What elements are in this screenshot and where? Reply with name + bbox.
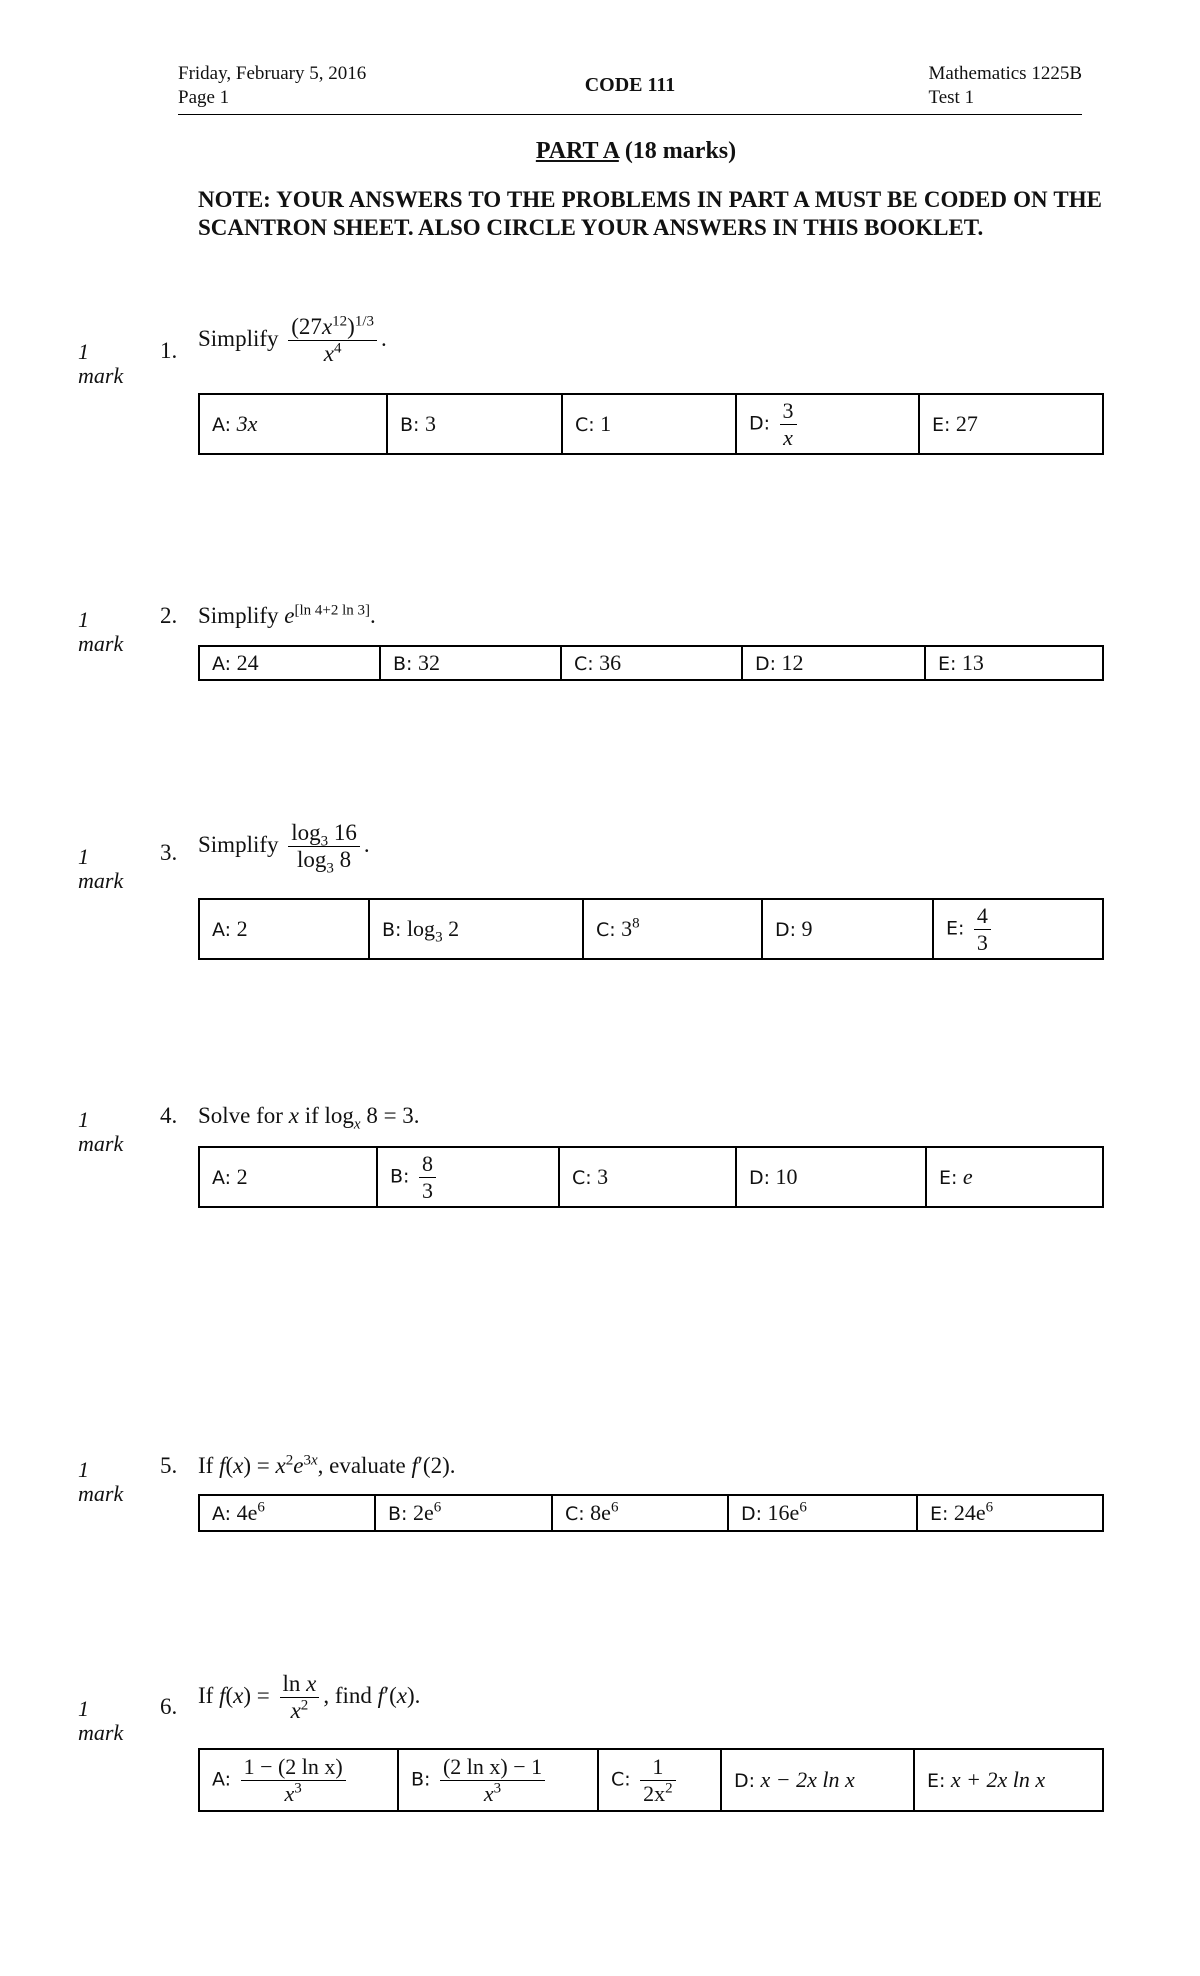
- option-4e[interactable]: E: e: [926, 1147, 1103, 1207]
- option-1e[interactable]: E: 27: [919, 394, 1103, 454]
- question-number-1: 1.: [160, 338, 178, 363]
- question-verb: Simplify: [198, 603, 279, 628]
- answer-options-6: [198, 1748, 1104, 1812]
- question-text-5: If $f(x) = x^2e^{3x}$, evaluate f′(2).: [198, 1452, 456, 1478]
- mark-label-6: 1 mark: [78, 1696, 124, 1745]
- question-number-4: 4.: [160, 1103, 178, 1128]
- option-1c[interactable]: C: 1: [562, 394, 736, 454]
- course-name: Mathematics 1225B: [928, 63, 1082, 84]
- mark-label-5: 1 mark: [78, 1457, 124, 1506]
- question-verb: Simplify: [198, 831, 279, 857]
- option-6c[interactable]: C: $\frac{1}{2x^2}$: [598, 1749, 721, 1811]
- mark-label-2: 1 mark: [78, 607, 124, 656]
- option-2c[interactable]: C: 36: [561, 646, 742, 680]
- part-marks: (18 marks): [624, 138, 737, 164]
- answer-options-5: [198, 1494, 1104, 1532]
- option-6e[interactable]: E: x + 2x ln x: [914, 1749, 1103, 1811]
- question-number-3: 3.: [160, 840, 178, 865]
- question-text-3: Simplify $\frac{\log_3 16}{\log_3 8}$ .: [198, 820, 370, 877]
- question-text-2: Simplify e[ln 4+2 ln 3].: [198, 602, 376, 628]
- instructions-note: NOTE: YOUR ANSWERS TO THE PROBLEMS IN PART A MUST BE CODED ON THE SCANTRON SHEET. ALSO CIRCLE YOUR ANSWERS IN THIS BOOKLET.: [198, 187, 1102, 240]
- mark-label-3: 1 mark: [78, 844, 124, 893]
- option-4a[interactable]: A: 2: [199, 1147, 377, 1207]
- option-1b[interactable]: B: 3: [387, 394, 562, 454]
- option-1a[interactable]: A: 3x: [199, 394, 387, 454]
- question-text-4: Solve for x if $\log_x 8 = 3$.: [198, 1103, 420, 1133]
- option-5e[interactable]: E: $24e^6$: [917, 1495, 1103, 1531]
- option-6b[interactable]: B: $\frac{\text{(2 ln x) − 1}}{x^3}$: [398, 1749, 598, 1811]
- exam-code: CODE 111: [584, 74, 676, 96]
- option-4d[interactable]: D: 10: [736, 1147, 926, 1207]
- question-expression: $\frac{(27x^{12})^{1/3}}{x^4}$: [288, 314, 377, 367]
- option-5d[interactable]: D: $16e^6$: [728, 1495, 917, 1531]
- question-text-6: If f(x) = $\frac{\text{ln x}}{x^2}$ , find f′(x).: [198, 1671, 421, 1723]
- mark-unit: mark: [78, 363, 124, 388]
- question-expression: $\frac{\text{ln x}}{x^2}$: [280, 1671, 320, 1724]
- mark-label-1: [78, 340, 123, 388]
- page-number: Page 1: [178, 87, 230, 108]
- option-2d[interactable]: D: 12: [742, 646, 925, 680]
- question-number-2: 2.: [160, 603, 178, 628]
- option-2b[interactable]: B: 32: [380, 646, 561, 680]
- answer-options-1: [198, 393, 1104, 455]
- option-3c[interactable]: C: $3^8$: [583, 899, 762, 959]
- option-1d[interactable]: D: $\frac{3}{x}$: [736, 394, 919, 454]
- option-5b[interactable]: B: $2e^6$: [375, 1495, 552, 1531]
- question-text-1: Simplify $\frac{(27x^{12})^{1/3}}{x^4}$ .: [198, 313, 387, 366]
- exam-date: Friday, February 5, 2016: [178, 63, 367, 84]
- answer-options-4: [198, 1146, 1104, 1208]
- header-right: [928, 62, 1082, 110]
- option-6a[interactable]: A: $\frac{\text{1 − (2 ln x)}}{x^3}$: [199, 1749, 398, 1811]
- question-number-6: 6.: [160, 1694, 178, 1719]
- answer-options-2: [198, 645, 1104, 681]
- option-4c[interactable]: C: 3: [559, 1147, 736, 1207]
- option-2a[interactable]: A: 24: [199, 646, 380, 680]
- question-verb: If: [198, 1682, 214, 1708]
- mark-count: 1: [78, 339, 89, 364]
- answer-options-3: [198, 898, 1104, 960]
- option-3e[interactable]: E: $\frac{4}{3}$: [933, 899, 1103, 959]
- mark-label-4: 1 mark: [78, 1107, 124, 1156]
- question-number-5: 5.: [160, 1453, 178, 1478]
- option-3d[interactable]: D: 9: [762, 899, 933, 959]
- part-title: [0, 138, 1200, 165]
- option-5c[interactable]: C: $8e^6$: [552, 1495, 728, 1531]
- question-verb: Simplify: [198, 325, 279, 351]
- option-2e[interactable]: E: 13: [925, 646, 1103, 680]
- page-header: [178, 58, 1082, 115]
- option-3a[interactable]: A: 2: [199, 899, 369, 959]
- option-6d[interactable]: D: x − 2x ln x: [721, 1749, 914, 1811]
- option-4b[interactable]: B: $\frac{8}{3}$: [377, 1147, 559, 1207]
- test-name: Test 1: [928, 87, 975, 108]
- option-5a[interactable]: A: $4e^6$: [199, 1495, 375, 1531]
- question-expression: $\frac{\log_3 16}{\log_3 8}$: [288, 820, 360, 873]
- question-verb: Solve for: [198, 1103, 283, 1128]
- question-verb: If: [198, 1453, 214, 1478]
- part-label: PART A: [535, 138, 619, 164]
- option-3b[interactable]: B: $\log_3 2$: [369, 899, 583, 959]
